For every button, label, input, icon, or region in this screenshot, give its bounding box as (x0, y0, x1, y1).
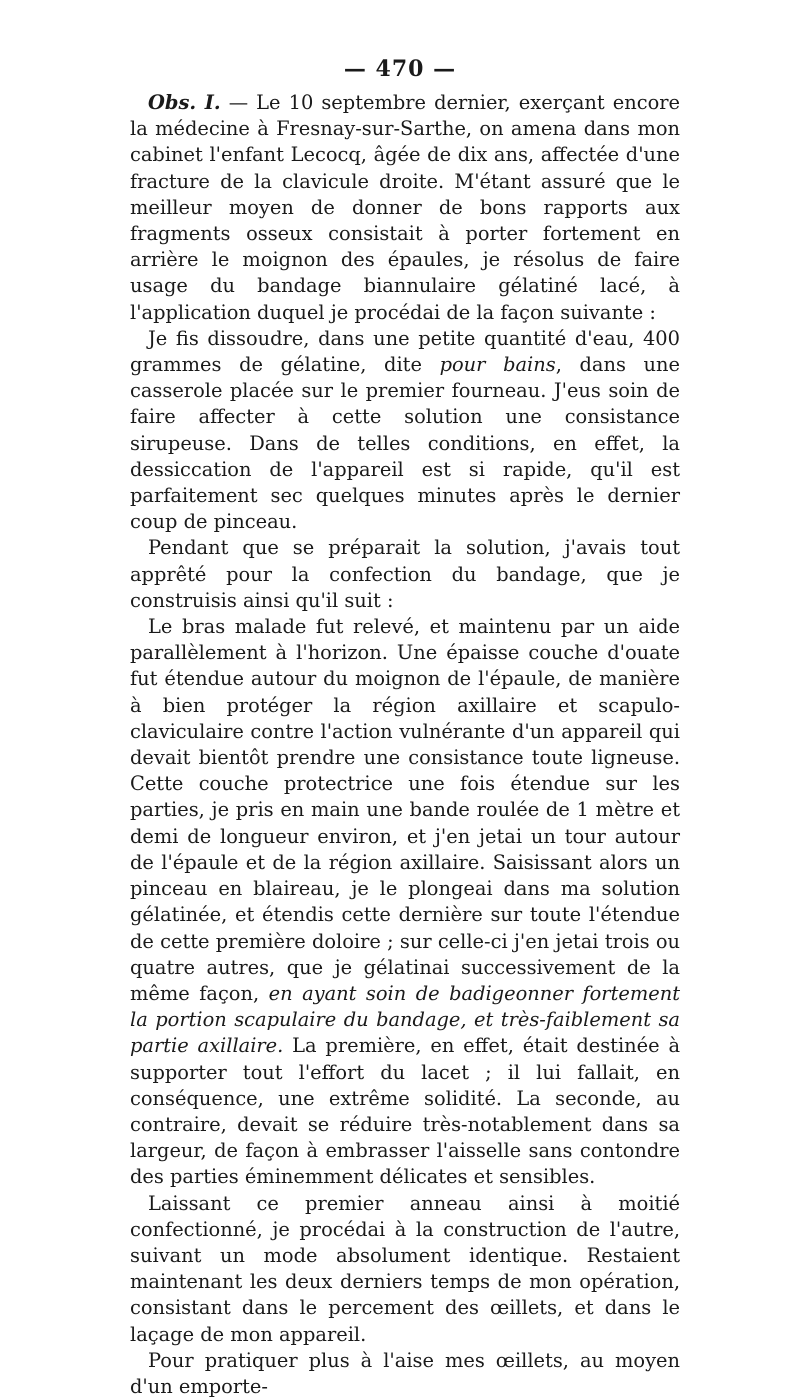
paragraph-observation (130, 90, 680, 326)
page-number: — 470 — (343, 56, 457, 82)
paragraph-text: — Le 10 septembre dernier, exerçant encore la médecine à Fresnay-sur-Sarthe, on amena dans mon cabinet l'enfant Lecocq, âgée de dix ans, affectée d'une fracture de la clavicule droite. M'étant assuré que le meilleur moyen de donner de bons rapports aux fragments osseux consistait à porter fortement en arrière le moignon des épaules, je résolus de faire usage du bandage biannulaire gélatiné lacé, à l'application duquel je procédai de la façon suivante : (130, 91, 680, 324)
paragraph-text: Je fis dissoudre, dans une petite quantité d'eau, 400 grammes de gélatine, dite (130, 326, 680, 377)
body-text (130, 90, 680, 1400)
paragraph-text: Pour pratiquer plus à l'aise mes œillets, au moyen d'un emporte- (130, 1348, 680, 1398)
paragraph-second-ring (130, 1191, 680, 1348)
paragraph-text: La première, en effet, était destinée à supporter tout l'effort du lacet ; il lui fallait, en conséquence, une extrême solidité. La seconde, au contraire, devait se réduire très-notablement dans sa largeur, de façon à embrasser l'aisselle sans contondre des parties éminemment délicates et sensibles. (130, 1034, 681, 1189)
italic-text: pour bains (439, 353, 556, 377)
paragraph-text: Le bras malade fut relevé, et maintenu par un aide parallèlement à l'horizon. Une épaisse couche d'ouate fut étendue autour du moignon de l'épaule, de manière à bien protéger la région axillaire et scapulo-claviculaire contre l'action vulnérante d'un appareil qui devait bientôt prendre une consistance toute ligneuse. Cette couche protectrice une fois étendue sur les parties, je pris en main une bande roulée de 1 mètre et demi de longueur environ, et j'en jetai un tour autour de l'épaule et de la région axillaire. Saisissant alors un pinceau en blaireau, je le plongeai dans ma solution gélatinée, et étendis cette dernière sur toute l'étendue de cette première doloire ; sur celle-ci j'en jetai trois ou quatre autres, que je gélatinai successivement de la même façon, (130, 615, 680, 1005)
observation-label: Obs. I. (148, 91, 221, 114)
italic-text: en ayant soin de badigeonner fortement la portion scapulaire du bandage, et très-faiblement sa partie axillaire. (130, 981, 680, 1058)
paragraph-bandage (130, 614, 680, 1190)
paragraph-text: Pendant que se préparait la solution, j'avais tout apprêté pour la confection du bandage, que je construisis ainsi qu'il suit : (130, 536, 680, 612)
paragraph-gelatine (130, 326, 680, 536)
paragraph-eyelets (130, 1348, 680, 1400)
paragraph-text: , dans une casserole placée sur le premier fourneau. J'eus soin de faire affecter à cette solution une consistance sirupeuse. Dans de telles conditions, en effet, la dessiccation de l'appareil est si rapide, qu'il est parfaitement sec quelques minutes après le dernier coup de pinceau. (130, 353, 681, 534)
paragraph-text: Laissant ce premier anneau ainsi à moitié confectionné, je procédai à la construction de l'autre, suivant un mode absolument identique. Restaient maintenant les deux derniers temps de mon opération, consistant dans le percement des œillets, et dans le laçage de mon appareil. (130, 1191, 680, 1346)
paragraph-preparation (130, 535, 680, 614)
